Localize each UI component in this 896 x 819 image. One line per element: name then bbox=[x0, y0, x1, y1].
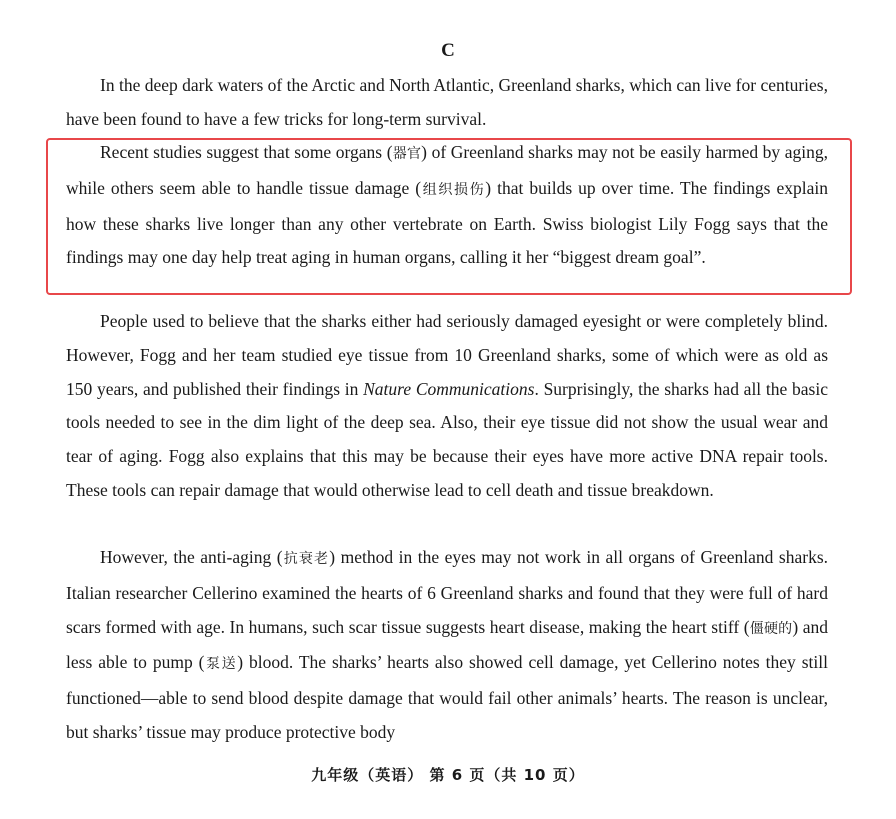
section-letter: C bbox=[441, 40, 455, 61]
paragraph-2-part-c: ) that builds up over time. The findings explain how these sharks live longer than any other vertebrate on Earth. Swiss biologist Lily Fogg says that the findings may one day help treat aging in human organs, calling it her “biggest dream goal”. bbox=[66, 177, 828, 268]
paragraph-4-part-c: ) and less able to pump ( bbox=[66, 616, 828, 673]
paragraph-3-part-b: . Surprisingly, the sharks had all the basic tools needed to see in the dim light of the deep sea. Also, their eye tissue did not show the usual wear and tear of aging. Fogg also explains that this may be because their eyes have more active DNA repair tools. These tools can repair damage that would otherwise lead to cell death and tissue breakdown. bbox=[66, 378, 828, 500]
gloss-stiff: 僵硬的 bbox=[749, 620, 793, 637]
paragraph-3 bbox=[66, 305, 828, 508]
gloss-tissue-damage: 组织损伤 bbox=[421, 181, 486, 198]
paragraph-3-part-a: People used to believe that the sharks either had seriously damaged eyesight or were completely blind. However, Fogg and her team studied eye tissue from 10 Greenland sharks, some of which were as old as 150 years, and published their findings in bbox=[66, 311, 828, 399]
paragraph-4-part-b: ) method in the eyes may not work in all organs of Greenland sharks. Italian researcher Cellerino examined the hearts of 6 Greenland sharks and found that they were full of hard scars formed with age. In humans, such scar tissue suggests heart disease, making the heart stiff ( bbox=[66, 547, 829, 637]
paragraph-4 bbox=[66, 541, 828, 750]
gloss-organs: 器官 bbox=[392, 146, 422, 162]
paragraph-3-text bbox=[66, 305, 828, 508]
paragraph-4-part-a: However, the anti-aging ( bbox=[100, 547, 283, 567]
gloss-pump: 泵送 bbox=[204, 656, 238, 673]
paragraph-2-part-b: ) of Greenland sharks may not be easily harmed by aging, while others seem able to handle tissue damage ( bbox=[66, 142, 829, 198]
gloss-anti-aging: 抗衰老 bbox=[282, 551, 330, 567]
paragraph-2-part-a: Recent studies suggest that some organs ( bbox=[100, 142, 393, 162]
journal-title: Nature Communications bbox=[363, 378, 535, 399]
paragraph-1 bbox=[66, 69, 828, 137]
paragraph-4-text bbox=[66, 541, 828, 750]
page-footer: 九年级（英语） 第 6 页（共 10 页） bbox=[311, 766, 585, 784]
paragraph-1-text: In the deep dark waters of the Arctic and North Atlantic, Greenland sharks, which can live for centuries, have been found to have a few tricks for long-term survival. bbox=[66, 75, 828, 129]
paragraph-4-part-d: ) blood. The sharks’ hearts also showed cell damage, yet Cellerino notes they still functioned—able to send blood despite damage that would fail other animals’ hearts. The reason is unclear, but sharks’ tissue may produce protective body bbox=[66, 652, 829, 742]
highlight-box bbox=[46, 138, 852, 295]
